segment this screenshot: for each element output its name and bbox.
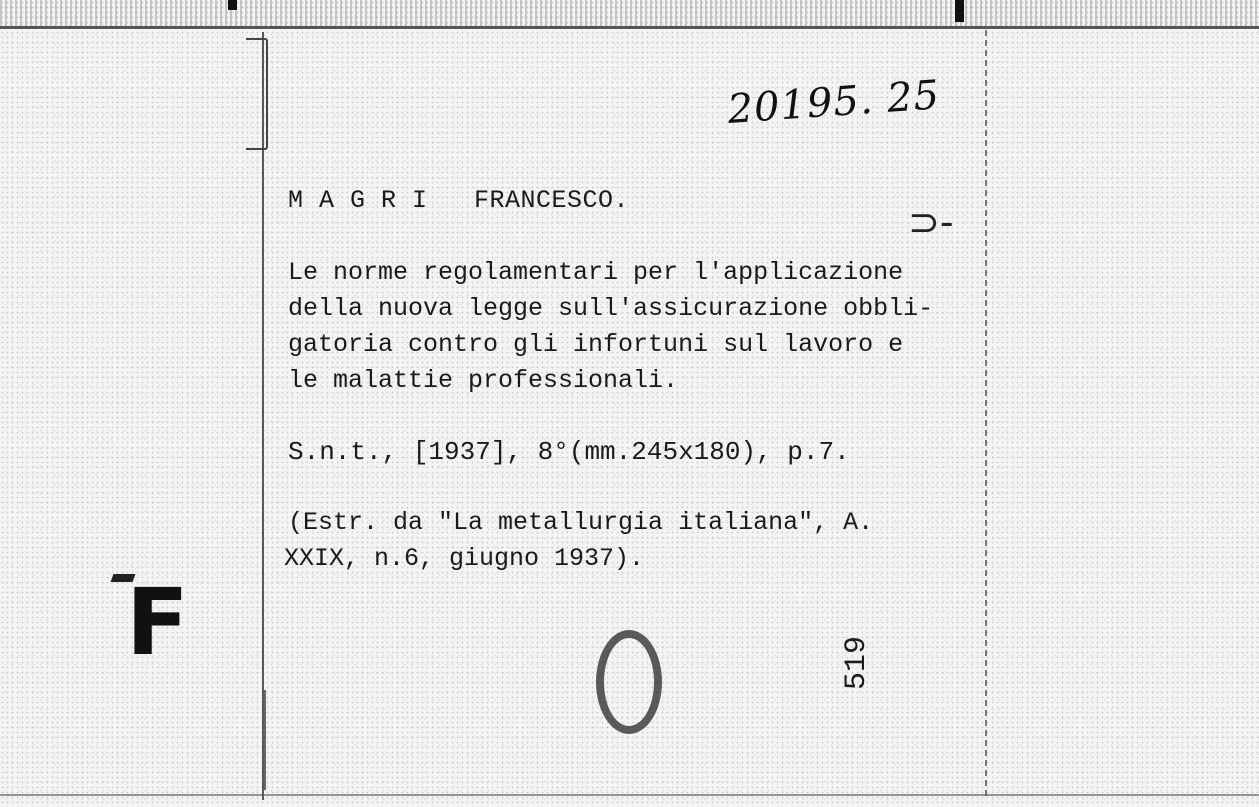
- title-line: della nuova legge sull'assicurazione obbli-: [288, 294, 934, 323]
- top-edge-line: [0, 26, 1259, 29]
- punch-slot-top: [246, 38, 268, 150]
- title-line: Le norme regolamentari per l'applicazione: [288, 258, 904, 287]
- imprint-line: S.n.t., [1937], 8°(mm.245x180), p.7.: [288, 437, 850, 467]
- card-right-border: [985, 30, 987, 800]
- top-adjacent-card-strip: [0, 0, 1259, 26]
- circular-stamp: [596, 630, 662, 734]
- handwritten-inventory-number: 20195. 25: [726, 72, 942, 133]
- note-line: (Estr. da "La metallurgia italiana", A.: [288, 508, 874, 537]
- punch-slot-bottom: [246, 690, 266, 790]
- top-right-mark: [955, 0, 964, 22]
- title-line: gatoria contro gli infortuni sul lavoro e: [288, 330, 904, 359]
- note-line: XXIX, n.6, giugno 1937).: [284, 544, 645, 573]
- stamp-letter-f: F: [126, 569, 189, 676]
- top-left-mark: [228, 0, 237, 10]
- shelf-number: 519: [840, 635, 874, 690]
- title-line: le malattie professionali.: [288, 366, 679, 395]
- card-bottom-border: [0, 794, 1259, 796]
- pencil-mark: ⊃-: [908, 200, 954, 244]
- author-name: M A G R I FRANCESCO.: [288, 186, 630, 215]
